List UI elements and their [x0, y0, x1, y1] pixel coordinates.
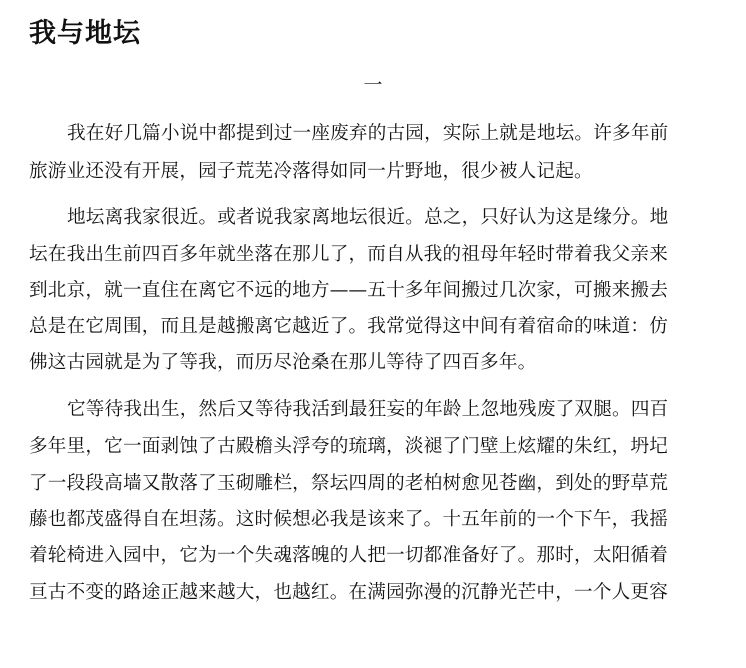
- paragraph-line: 地坛离我家很近。或者说我家离地坛很近。总之，只好认为这是缘分。地: [67, 207, 669, 228]
- paragraph-line: 佛这古园就是为了等我，而历尽沧桑在那儿等待了四百多年。: [29, 352, 537, 373]
- section-number: 一: [363, 74, 383, 96]
- paragraph-line: 藤也都茂盛得自在坦荡。这时候想必我是该来了。十五年前的一个下午，我摇: [29, 509, 668, 530]
- paragraph-line: 旅游业还没有开展，园子荒芜冷落得如同一片野地，很少被人记起。: [29, 161, 593, 182]
- paragraph-line: 到北京，就一直住在离它不远的地方——五十多年间搬过几次家，可搬来搬去: [29, 280, 668, 301]
- paragraph-line: 亘古不变的路途正越来越大，也越红。在满园弥漫的沉静光芒中，一个人更容: [29, 582, 668, 603]
- article-title: 我与地坛: [29, 18, 141, 49]
- paragraph-line: 着轮椅进入园中，它为一个失魂落魄的人把一切都准备好了。那时，太阳循着: [29, 545, 668, 566]
- paragraph-line: 它等待我出生，然后又等待我活到最狂妄的年龄上忽地残废了双腿。四百: [67, 399, 669, 420]
- paragraph-line: 多年里，它一面剥蚀了古殿檐头浮夸的琉璃，淡褪了门壁上炫耀的朱红，坍圮: [29, 436, 668, 457]
- paragraph-line: 坛在我出生前四百多年就坐落在那儿了，而自从我的祖母年轻时带着我父亲来: [29, 244, 668, 265]
- paragraph-line: 我在好几篇小说中都提到过一座废弃的古园，实际上就是地坛。许多年前: [67, 123, 669, 144]
- paragraph-line: 总是在它周围，而且是越搬离它越近了。我常觉得这中间有着宿命的味道：仿: [29, 316, 668, 337]
- paragraph-line: 了一段段高墙又散落了玉砌雕栏，祭坛四周的老柏树愈见苍幽，到处的野草荒: [29, 473, 668, 494]
